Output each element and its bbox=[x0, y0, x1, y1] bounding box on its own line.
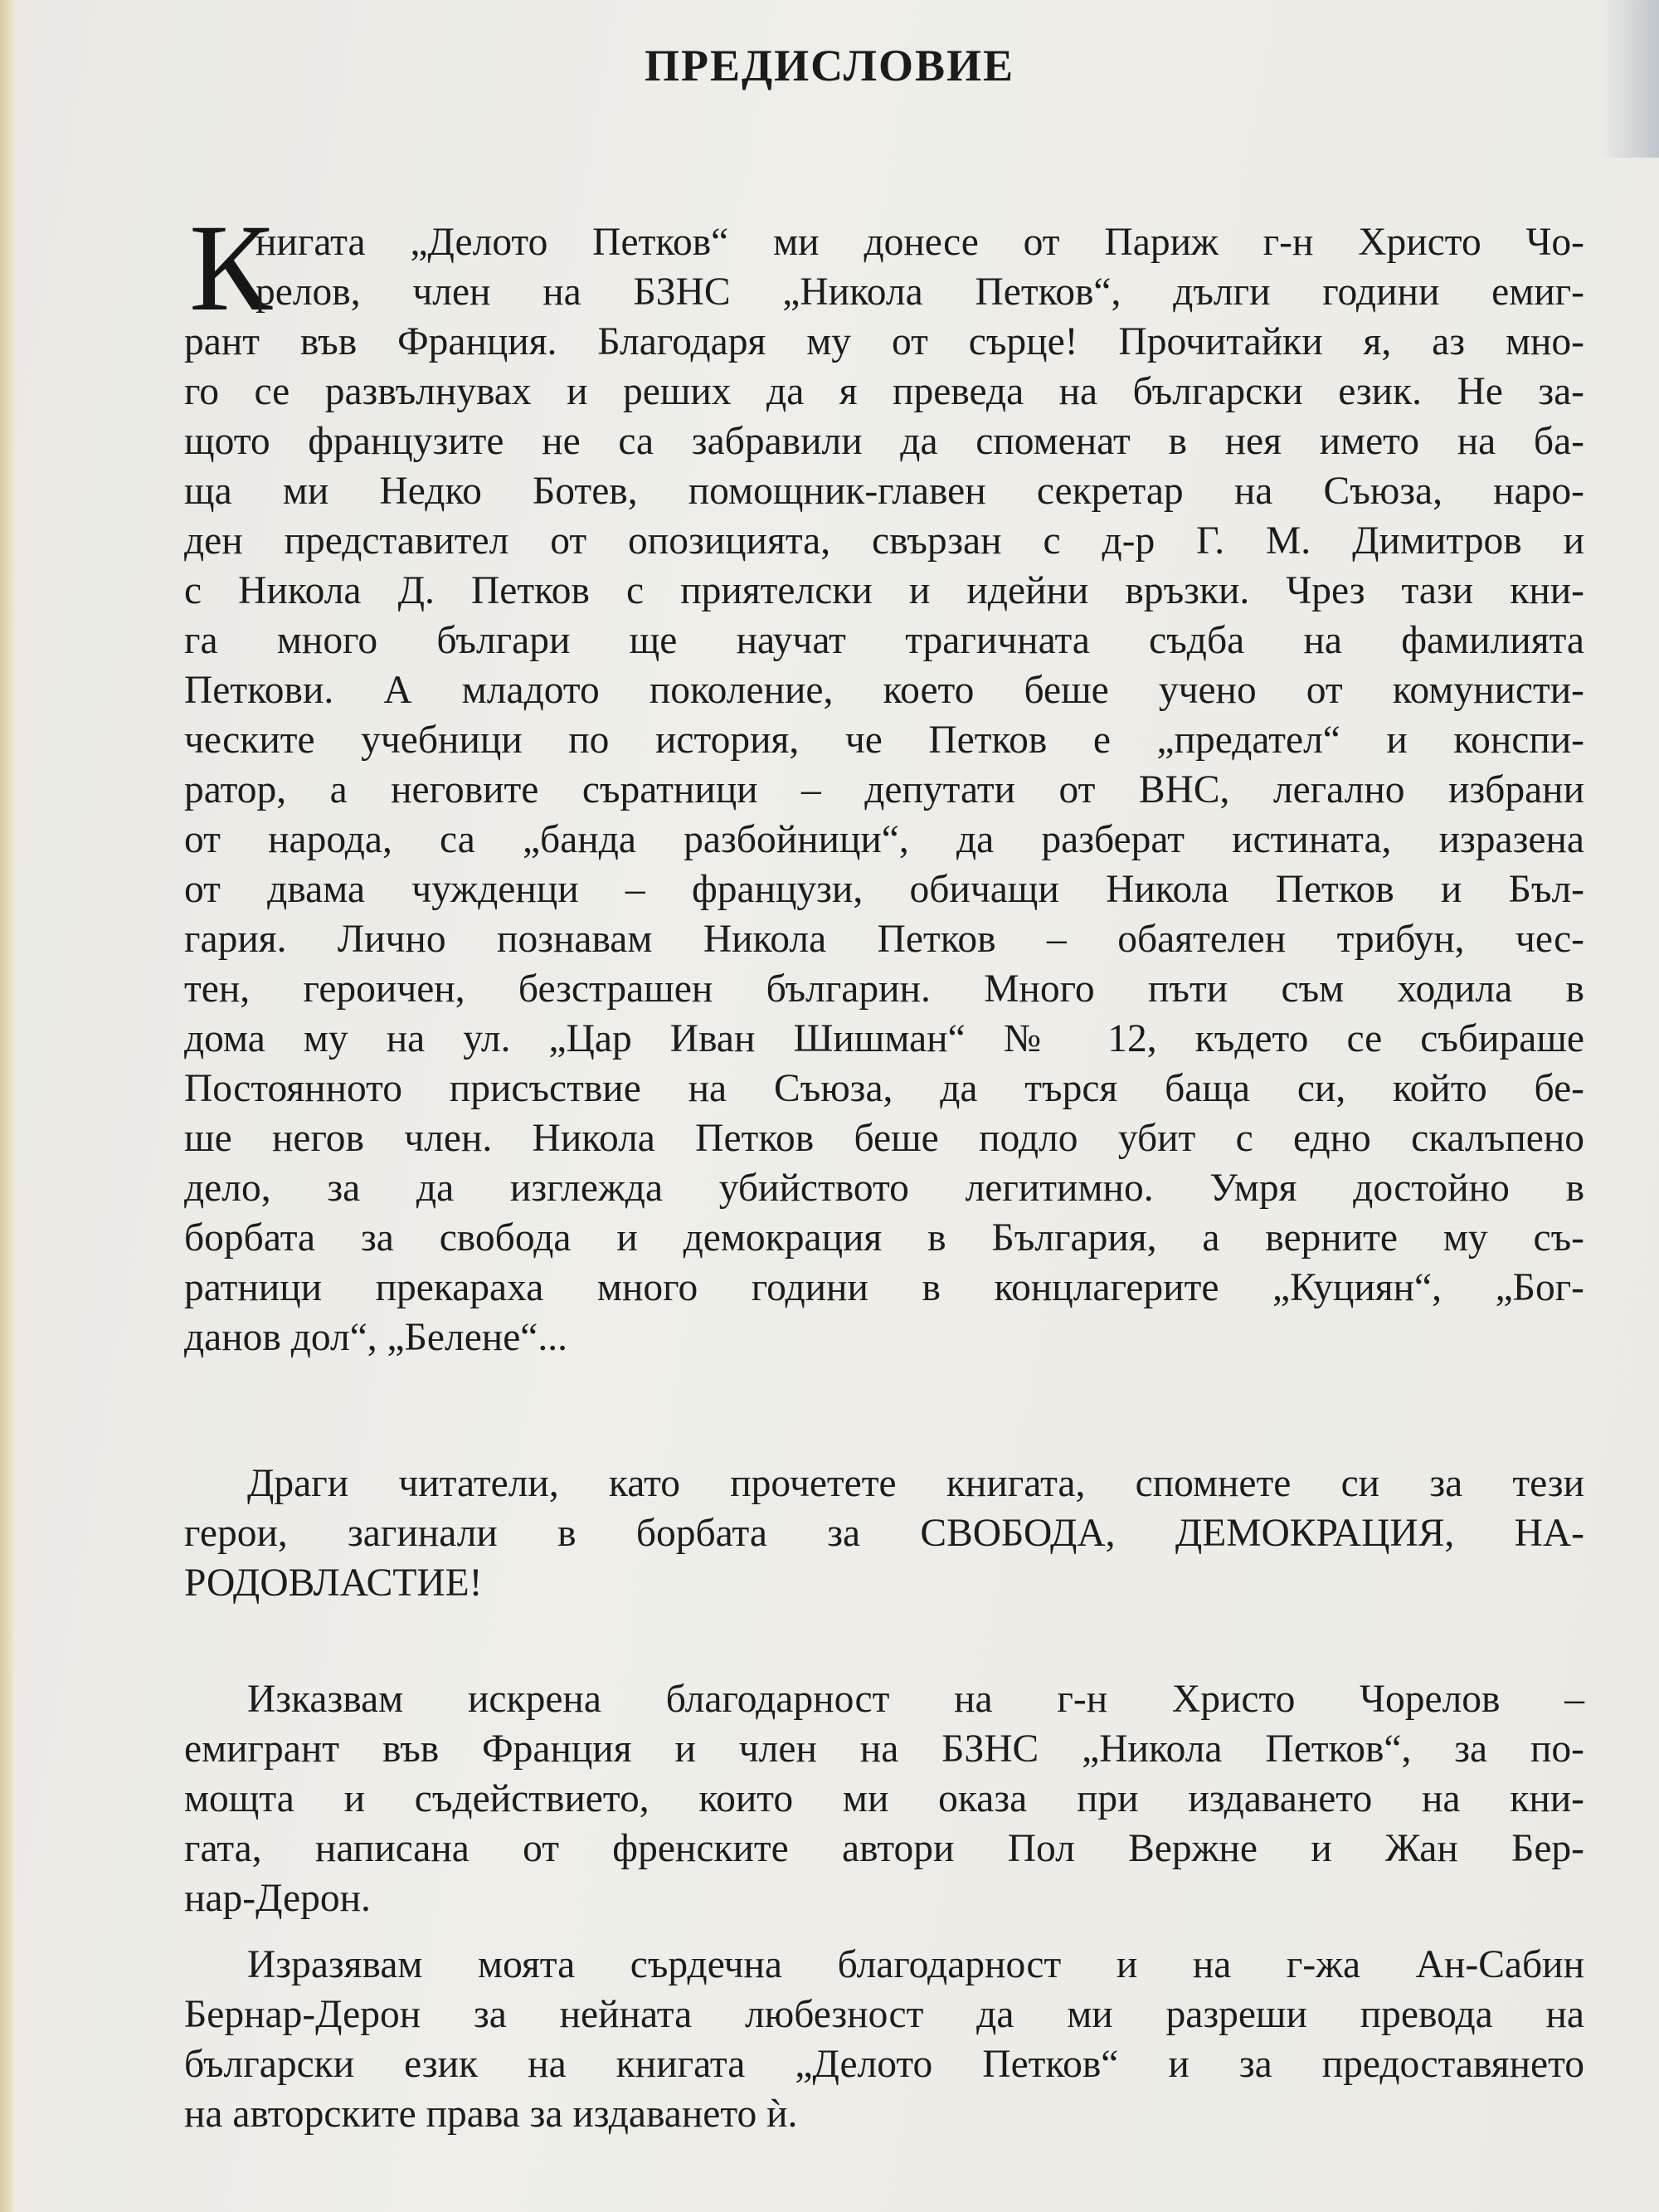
text-line: нигата „Делото Петков“ ми донесе от Париж г-н Христо Чо- bbox=[255, 221, 1584, 264]
text-line: Постоянното присъствие на Съюза, да търся баща си, който бе- bbox=[184, 1067, 1584, 1110]
text-line: щото французите не са забравили да споменат в нея името на ба- bbox=[184, 420, 1584, 463]
page-title: ПРЕДИСЛОВИЕ bbox=[644, 41, 1015, 90]
text-line: нар-Дерон. bbox=[184, 1877, 371, 1920]
text-line: мощта и съдействието, които ми оказа при издаването на кни- bbox=[184, 1777, 1584, 1820]
text-line: тен, героичен, безстрашен българин. Много пъти съм ходила в bbox=[184, 967, 1584, 1011]
text-line: релов, член на БЗНС „Никола Петков“, дълги години емиг- bbox=[255, 270, 1584, 314]
text-line: на авторските права за издаването ѝ. bbox=[184, 2093, 798, 2136]
text-line: от народа, са „банда разбойници“, да разберат истината, изразена bbox=[184, 818, 1584, 861]
text-line: го се развълнувах и реших да я преведа на български език. Не за- bbox=[184, 370, 1584, 413]
text-line: Изказвам искрена благодарност на г-н Христо Чорелов – bbox=[247, 1678, 1584, 1721]
text-line: герои, загинали в борбата за СВОБОДА, ДЕМОКРАЦИЯ, НА- bbox=[184, 1512, 1584, 1555]
text-line: дело, за да изглежда убийството легитимно. Умря достойно в bbox=[184, 1167, 1584, 1210]
text-line: емигрант във Франция и член на БЗНС „Никола Петков“, за по- bbox=[184, 1727, 1584, 1771]
text-line: борбата за свобода и демокрация в България, а верните му съ- bbox=[184, 1216, 1584, 1259]
text-line: рант във Франция. Благодаря му от сърце! Прочитайки я, аз мно- bbox=[184, 320, 1584, 363]
text-line: ща ми Недко Ботев, помощник-главен секретар на Съюза, наро- bbox=[184, 470, 1584, 513]
text-line: гата, написана от френските автори Пол Вержне и Жан Бер- bbox=[184, 1827, 1584, 1870]
text-line: дома му на ул. „Цар Иван Шишман“ № 12, където се събираше bbox=[184, 1017, 1584, 1060]
text-line: български език на книгата „Делото Петков“ и за предоставянето bbox=[184, 2043, 1584, 2086]
text-line: Бернар-Дерон за нейната любезност да ми разреши превода на bbox=[184, 1993, 1584, 2036]
text-line: от двама чужденци – французи, обичащи Никола Петков и Бъл- bbox=[184, 868, 1584, 911]
text-line: ден представител от опозицията, свързан с д-р Г. М. Димитров и bbox=[184, 519, 1584, 563]
text-line: ше негов член. Никола Петков беше подло убит с едно скалъпено bbox=[184, 1117, 1584, 1160]
page-binding-edge bbox=[0, 0, 15, 2212]
text-line: Петкови. А младото поколение, което беше учено от комунисти- bbox=[184, 669, 1584, 712]
text-line: РОДОВЛАСТИЕ! bbox=[184, 1562, 483, 1605]
paragraph-readers bbox=[184, 1459, 1584, 1608]
text-line: ратници прекараха много години в концлагерите „Куциян“, „Бог- bbox=[184, 1266, 1584, 1309]
paragraph-thanks-bernard-deron bbox=[184, 1940, 1584, 2139]
text-line: с Никола Д. Петков с приятелски и идейни връзки. Чрез тази кни- bbox=[184, 569, 1584, 612]
paragraph-thanks-chorelov bbox=[184, 1674, 1584, 1923]
paragraph-intro bbox=[184, 217, 1584, 1362]
text-line: Драги читатели, като прочетете книгата, спомнете си за тези bbox=[247, 1462, 1584, 1505]
text-line: ческите учебници по история, че Петков е „предател“ и конспи- bbox=[184, 719, 1584, 762]
text-line: Изразявам моята сърдечна благодарност и на г-жа Ан-Сабин bbox=[247, 1943, 1584, 1986]
text-line: гария. Лично познавам Никола Петков – обаятелен трибун, чес- bbox=[184, 918, 1584, 961]
text-line: данов дол“, „Белене“... bbox=[184, 1316, 567, 1359]
text-line: ратор, а неговите съратници – депутати от ВНС, легално избрани bbox=[184, 768, 1584, 811]
text-line: га много българи ще научат трагичната съдба на фамилията bbox=[184, 619, 1584, 662]
drop-cap: К bbox=[189, 199, 273, 337]
